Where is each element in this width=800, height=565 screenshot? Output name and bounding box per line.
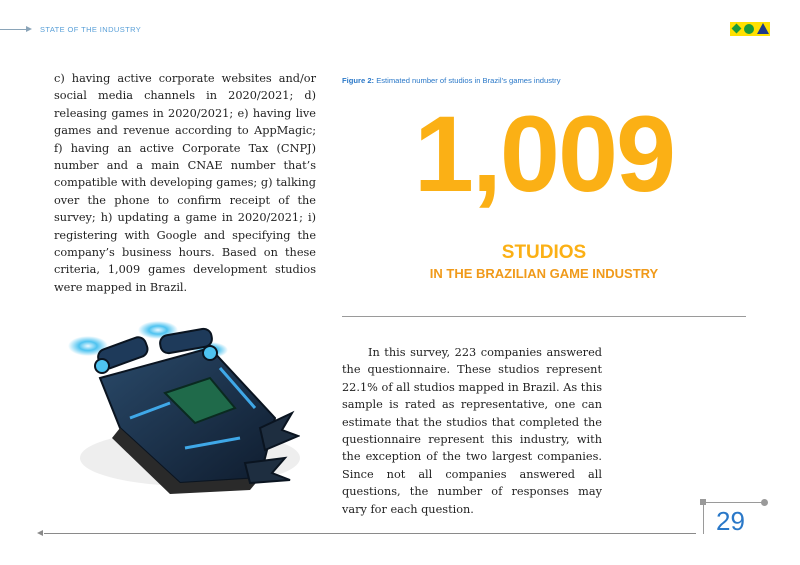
page-number-bracket-side [703,502,704,534]
divider [342,316,746,317]
header-arrow-icon [26,26,32,32]
footer-arrow-icon [37,530,43,536]
right-paragraph-block [342,344,602,518]
page-number-bracket-top [703,502,763,503]
hover-car-illustration [60,308,300,498]
page-number-dot-icon [761,499,768,506]
figure-caption-prefix: Figure 2: [342,76,375,85]
page-number-square-icon [700,499,706,505]
header-line [0,29,26,30]
figure-caption-text: Estimated number of studios in Brazil’s games industry [374,76,561,85]
left-paragraph: c) having active corporate websites and/or social media channels in 2020/2021; d) releasing games in 2020/2021; e) having live games and revenue according to AppMagic; f) having an active Corporate Tax (CNPJ) number and a main CNAE number that’s compatible with developing games; g) talking over the phone to confirm receipt of the survey; h) updating a game in 2020/2021; i) registering with Google and specifying the company’s business hours. Based on these criteria, 1,009 games development studios were mapped in Brazil. [54,72,316,294]
figure-subline: IN THE BRAZILIAN GAME INDUSTRY [429,266,659,281]
logo-triangle-icon [757,23,769,34]
section-label: STATE OF THE INDUSTRY [40,25,142,34]
right-paragraph: In this survey, 223 companies answered the questionnaire. These studios represent 22.1% of all studios mapped in Brazil. As this sample is rated as representative, one can estimate that the studios that completed the questionnaire represent this industry, with the exception of the two largest companies. Since not all companies answered all questions, the number of responses may vary for each question. [342,346,602,516]
page-number: 29 [716,506,745,536]
footer-line [44,533,696,534]
logo-circle-icon [744,24,754,34]
figure-caption [342,76,561,85]
big-number: 1,009 [413,93,675,214]
studios-label: STUDIOS [501,242,587,263]
